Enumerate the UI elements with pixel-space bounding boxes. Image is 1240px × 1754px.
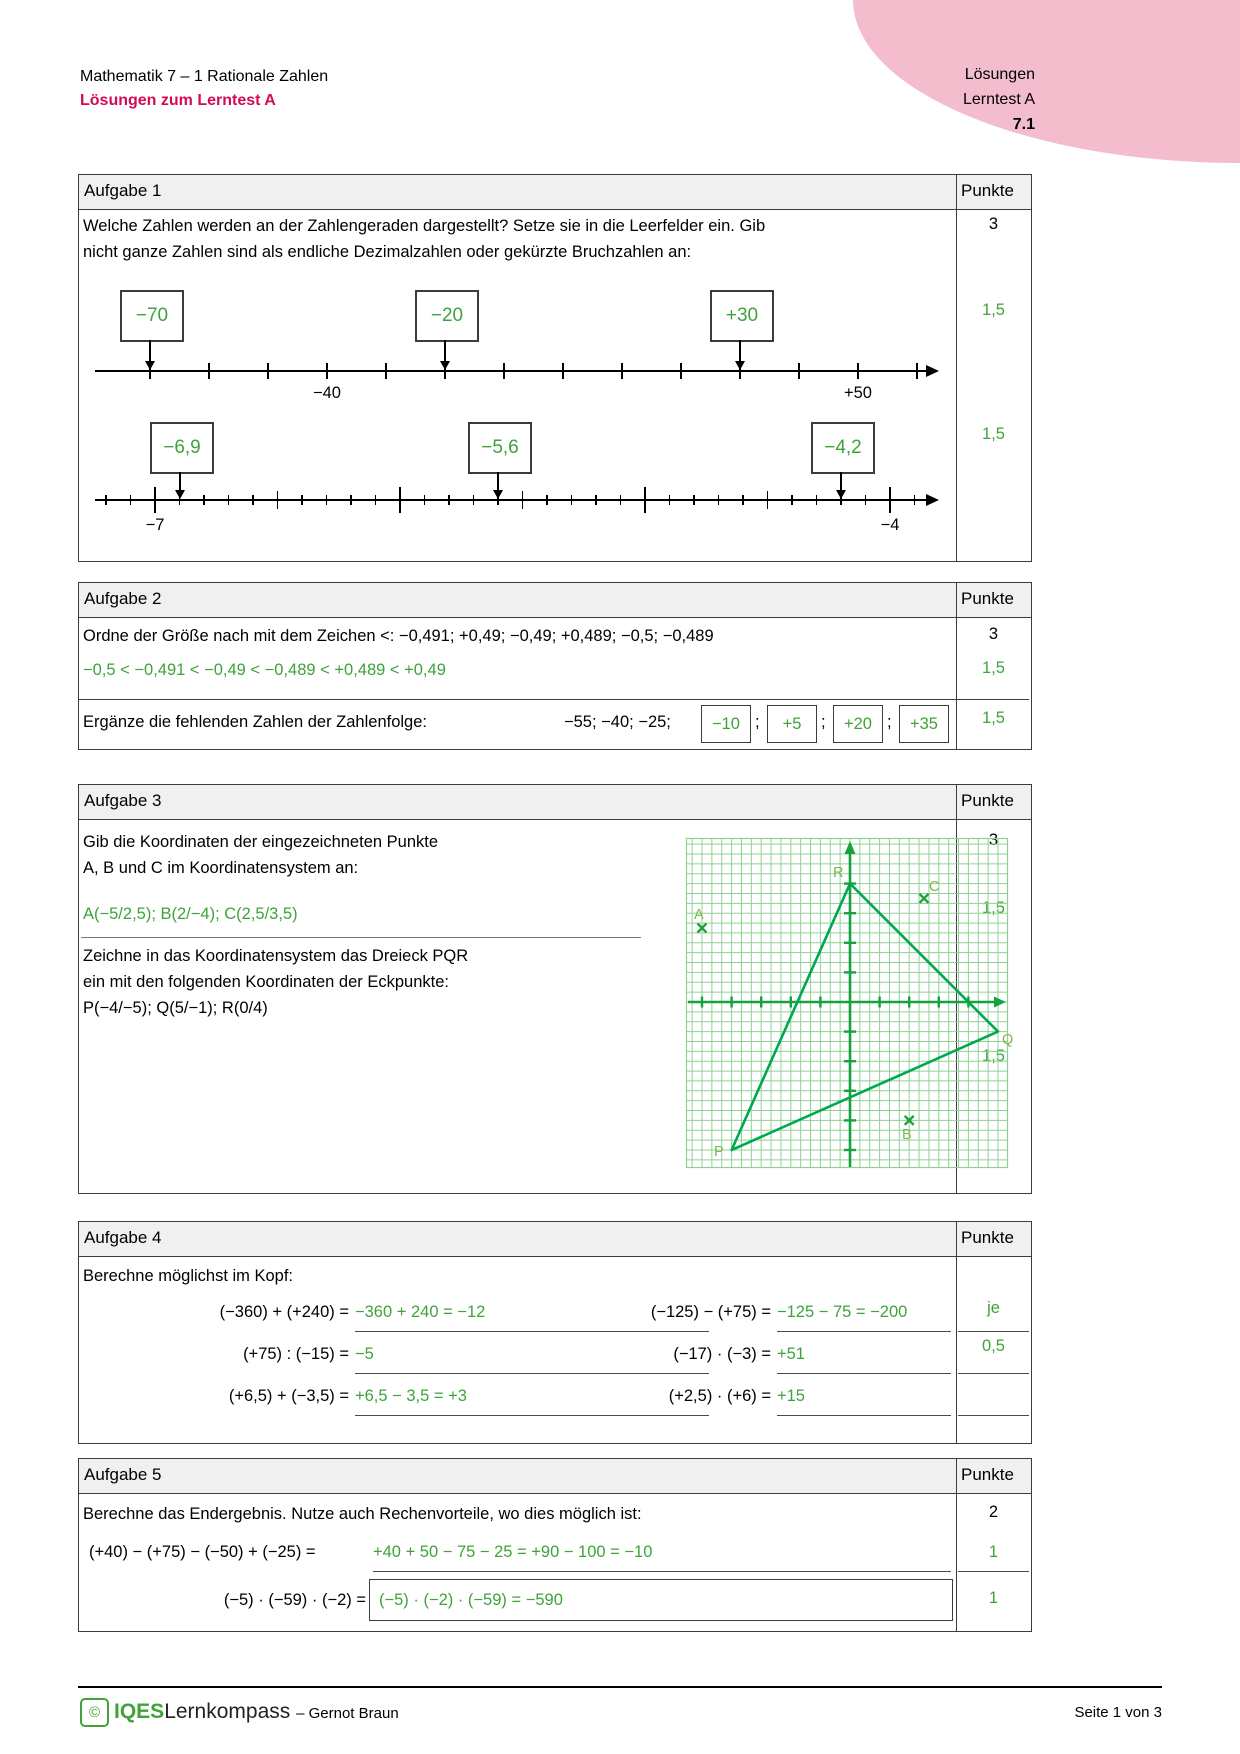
axis-tick [865,495,867,505]
task2-sequence-label: Ergänze die fehlenden Zahlen der Zahlenfolge: [83,713,427,731]
axis-tick [546,495,548,505]
axis-tick [208,363,210,379]
answer-box--4-2: −4,2 [811,422,875,474]
task1-text-line1: Welche Zahlen werden an der Zahlengeraden dargestellt? Setze sie in die Leerfelder ein. Gib [83,217,766,235]
axis-tick [840,495,842,505]
answer-underline [777,1373,951,1374]
answer-box--5-6: −5,6 [468,422,532,474]
page-indicator: Seite 1 von 3 [1074,1704,1162,1721]
task4-points-divider [956,1222,957,1443]
task1-points-header: Punkte [961,181,1014,200]
sequence-box-3: +20 [833,705,883,743]
task4-points-header: Punkte [961,1228,1014,1247]
answer-underline [777,1331,951,1332]
corner-decoration [853,0,1240,163]
axis-tick [375,495,377,505]
points-underline [958,1571,1029,1572]
task2-title: Aufgabe 2 [84,589,162,608]
task2-points-0: 3 [988,625,999,643]
coordinate-system [686,838,1014,1168]
task4-a-1-left: −360 + 240 = −12 [355,1303,486,1321]
footer-author: – Gernot Braun [296,1705,399,1722]
axis-tick [497,495,499,505]
task3-q1-line2: A, B und C im Koordinatensystem an: [83,859,359,877]
axis-tick [914,495,916,505]
task1-points-2: 1,5 [982,425,1005,443]
task2-row-divider [79,699,1029,700]
task1-text-line2: nicht ganze Zahlen sind als endliche Dezimalzahlen oder gekürzte Bruchzahlen an: [83,243,692,261]
task3-q1-line1: Gib die Koordinaten der eingezeichneten Punkte [83,833,438,851]
point-label-A: A [694,907,704,923]
task2-points-header: Punkte [961,589,1014,608]
axis-tick [742,495,744,505]
task2-points-1: 1,5 [982,659,1005,677]
task3-q2-line3: P(−4/−5); Q(5/−1); R(0/4) [83,999,268,1017]
axis-tick [791,495,793,505]
axis-tick [326,495,328,505]
arrow-stem [149,340,151,361]
task2-solution: −0,5 < −0,491 < −0,49 < −0,489 < +0,489 < +0,49 [83,661,446,679]
semicolon: ; [755,713,760,731]
brand-lernkompass: Lernkompass [164,1700,291,1723]
task1-points-1: 1,5 [982,301,1005,319]
task4-points-05: 0,5 [982,1337,1005,1355]
points-underline [958,1373,1029,1374]
task3-header [79,785,1031,820]
point-label-R: R [833,865,844,881]
answer-box-+30: +30 [710,290,774,342]
axis-tick [816,495,818,505]
numberline1-axis [95,370,928,372]
task3-q2-line1: Zeichne in das Koordinatensystem das Dreieck PQR [83,947,469,965]
task2-sequence-given: −55; −40; −25; [564,713,671,731]
axis-tick [350,495,352,505]
task5-q-2: (−5) · (−59) · (−2) = [223,1591,366,1609]
task1-header [79,175,1031,210]
axis-tick [693,495,695,505]
axis-tick [149,363,151,379]
axis-tick [444,363,446,379]
task5-a-1: +40 + 50 − 75 − 25 = +90 − 100 = −10 [373,1543,653,1561]
corner-label-2: Lerntest A [962,91,1035,108]
task4-a-2-left: −5 [355,1345,374,1363]
points-underline [958,1331,1029,1332]
task4-q-2-left: (+75) : (−15) = [243,1345,349,1363]
page-title: Lösungen zum Lerntest A [80,92,276,109]
task4-a-2-right: +51 [777,1345,805,1363]
axis-tick [267,363,269,379]
task5-a-2: (−5) · (−2) · (−59) = −590 [379,1591,563,1609]
task5-title: Aufgabe 5 [84,1465,162,1484]
footer-rule [78,1686,1162,1688]
arrow-stem [497,472,499,490]
task2-question: Ordne der Größe nach mit dem Zeichen <: −0,491; +0,49; −0,49; +0,489; −0,5; −0,489 [83,627,714,645]
task4-q-3-right: (+2,5) · (+6) = [668,1387,771,1405]
x-axis-arrow-icon [994,997,1006,1008]
axis-tick [154,487,156,513]
task4-points-je: je [987,1299,1000,1317]
task4-title: Aufgabe 4 [84,1228,162,1247]
axis-tick [473,495,475,505]
point-label-P: P [714,1144,724,1160]
task3-points-header: Punkte [961,791,1014,810]
right-arrow-icon [926,494,939,506]
axis-tick [595,495,597,505]
y-axis-arrow-icon [845,841,856,854]
task4-q-1-left: (−360) + (+240) = [219,1303,349,1321]
task5-points-0: 2 [988,1503,999,1521]
task3-title: Aufgabe 3 [84,791,162,810]
task5-points-2: 1 [988,1589,999,1607]
copyright-icon: © [80,1698,109,1727]
arrow-stem [179,472,181,490]
axis-tick [621,363,623,379]
task5-intro: Berechne das Endergebnis. Nutze auch Rechenvorteile, wo dies möglich ist: [83,1505,642,1523]
axis-tick [739,363,741,379]
point-label-C: C [929,879,940,895]
numberline2-label-left: −7 [145,516,165,534]
task2-table [78,582,1032,750]
task5-points-1: 1 [988,1543,999,1561]
point-label-B: B [902,1127,912,1143]
task5-q-1: (+40) − (+75) − (−50) + (−25) = [89,1543,316,1561]
semicolon: ; [821,713,826,731]
points-underline [958,1415,1029,1416]
task3-points-2: 1,5 [982,1047,1005,1065]
axis-tick [767,491,769,509]
axis-tick [228,495,230,505]
axis-tick [571,495,573,505]
right-arrow-icon [926,365,939,377]
task5-points-header: Punkte [961,1465,1014,1484]
axis-tick [385,363,387,379]
axis-tick [179,495,181,505]
task4-a-3-right: +15 [777,1387,805,1405]
axis-tick [798,363,800,379]
task3-q2-line2: ein mit den folgenden Koordinaten der Eckpunkte: [83,973,449,991]
answer-underline [355,1373,709,1374]
task4-q-3-left: (+6,5) + (−3,5) = [228,1387,349,1405]
axis-tick [889,487,891,513]
arrow-stem [840,472,842,490]
axis-tick [105,495,107,505]
semicolon: ; [887,713,892,731]
sequence-box-1: −10 [701,705,751,743]
task5-header [79,1459,1031,1494]
task3-points-0: 3 [988,831,999,849]
task4-q-1-right: (−125) − (+75) = [650,1303,771,1321]
answer-underline [355,1331,709,1332]
point-label-Q: Q [1002,1032,1014,1048]
axis-tick [130,495,132,505]
task2-points-2: 1,5 [982,709,1005,727]
answer-underline [777,1415,951,1416]
task4-a-1-right: −125 − 75 = −200 [777,1303,908,1321]
answer-box--20: −20 [415,290,479,342]
answer-underline [373,1571,951,1572]
arrow-stem [739,340,741,361]
numberline2-label-right: −4 [880,516,900,534]
brand-iqes: IQES [114,1700,165,1723]
axis-tick [448,495,450,505]
axis-tick [252,495,254,505]
axis-tick [399,487,401,513]
axis-tick [522,491,524,509]
axis-tick [644,487,646,513]
arrow-stem [444,340,446,361]
axis-tick [277,491,279,509]
axis-tick [203,495,205,505]
task1-title: Aufgabe 1 [84,181,162,200]
axis-tick [916,363,918,379]
task1-points-0: 3 [988,215,999,233]
sequence-box-2: +5 [767,705,817,743]
axis-tick [857,363,859,379]
task3-answer-line [81,937,641,938]
axis-tick [326,363,328,379]
task4-q-2-right: (−17) · (−3) = [673,1345,771,1363]
axis-tick [301,495,303,505]
task3-points-1: 1,5 [982,899,1005,917]
axis-tick [562,363,564,379]
task4-a-3-left: +6,5 − 3,5 = +3 [355,1387,467,1405]
corner-label-3: 7.1 [1012,116,1035,133]
task3-solution: A(−5/2,5); B(2/−4); C(2,5/3,5) [83,905,298,923]
numberline1-label-right: +50 [844,384,872,402]
numberline2-axis [95,499,928,501]
task4-header [79,1222,1031,1257]
task5-table [78,1458,1032,1632]
answer-box--6-9: −6,9 [150,422,214,474]
axis-tick [620,495,622,505]
course-title: Mathematik 7 – 1 Rationale Zahlen [80,68,329,85]
numberline1-label-left: −40 [313,384,341,402]
axis-tick [718,495,720,505]
answer-underline [355,1415,709,1416]
task4-table [78,1221,1032,1444]
axis-tick [503,363,505,379]
task4-intro: Berechne möglichst im Kopf: [83,1267,294,1285]
sequence-box-4: +35 [899,705,949,743]
task2-header [79,583,1031,618]
corner-label-1: Lösungen [964,66,1035,83]
axis-tick [424,495,426,505]
axis-tick [669,495,671,505]
answer-box--70: −70 [120,290,184,342]
axis-tick [680,363,682,379]
